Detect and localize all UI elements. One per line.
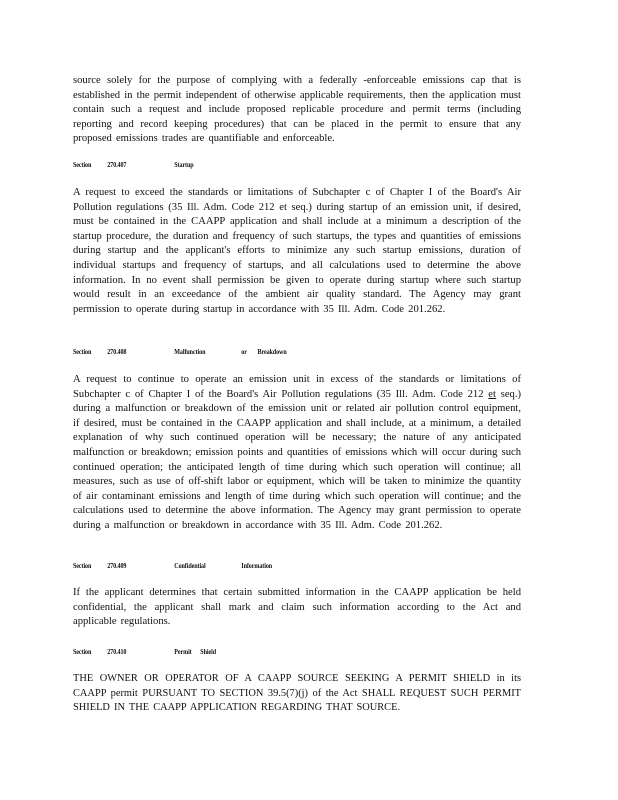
- section-title: Permit: [174, 647, 192, 656]
- intro-paragraph: source solely for the purpose of complying with a federally -enforceable emissions cap that is established in the permit independent of otherwise applicable requirements, then the application must contain such a request and include proposed replicable procedure and permit terms (including reporting and record keeping procedures) that can be placed in the permit to ensure that any proposed emissions trades are quantifiable and enforceable.: [73, 75, 521, 145]
- section-title-part: Breakdown: [257, 347, 287, 356]
- section-body-270-409: If the applicant determines that certain submitted information in the CAAPP application be held confidential, the applicant shall mark and claim such information according to the Act and applicable regulations.: [73, 587, 521, 628]
- section-body-270-410: THE OWNER OR OPERATOR OF A CAAPP SOURCE SEEKING A PERMIT SHIELD in its CAAPP permit PURSUANT TO SECTION 39.5(7)(j) of the Act SHALL REQUEST SUCH PERMIT SHIELD IN THE CAAPP APPLICATION REGARDING THAT SOURCE.: [73, 673, 521, 714]
- body-text: A request to continue to operate an emission unit in excess of the standards or limitations of Subchapter c of Chapter I of the Board's Air Pollution regulations (35 Ill. Adm. Code 212: [73, 374, 521, 400]
- section-heading-270-410: [73, 647, 216, 656]
- section-title-part: Information: [241, 561, 273, 570]
- body-text: seq.) during a malfunction or breakdown of the emission unit or related air pollution control equipment, if desired, must be contained in the CAAPP application and shall include, at a minimum, a detailed explanation of why such continued operation will be necessary; the nature of any anticipated malfunction or breakdown; emission points and quantities of emissions which will occur during such continued operation; the anticipated length of time during which such operation will continue; all measures, such as use of off-shift labor or equipment, which will be taken to minimize the quantity of air contaminant emissions and length of time during which such operation will continue; and the calculations used to determine the above information. The Agency may grant permission to operate during a malfunction or breakdown in accordance with 35 Ill. Adm. Code 201.262.: [73, 388, 521, 531]
- section-label: Section: [73, 647, 92, 656]
- section-number: 270.410: [107, 647, 127, 656]
- section-number: 270.407: [107, 160, 127, 169]
- section-heading-270-408: [73, 347, 287, 356]
- section-heading-270-409: [73, 561, 272, 570]
- underlined-text: et: [488, 388, 496, 400]
- section-title: Startup: [174, 160, 194, 169]
- section-number: 270.408: [107, 347, 127, 356]
- section-label: Section: [73, 561, 92, 570]
- section-heading-270-407: [73, 160, 194, 169]
- section-title-part: Shield: [200, 647, 216, 656]
- section-title-part: or: [241, 347, 247, 356]
- section-number: 270.409: [107, 561, 127, 570]
- section-title: Malfunction: [174, 347, 206, 356]
- section-label: Section: [73, 347, 92, 356]
- section-title: Confidential: [174, 561, 206, 570]
- section-label: Section: [73, 160, 92, 169]
- section-body-270-407: A request to exceed the standards or limitations of Subchapter c of Chapter I of the Board's Air Pollution regulations (35 Ill. Adm. Code 212 et seq.) during startup of an emission unit, if desired, must be contained in the CAAPP application and shall include at a minimum a description of the startup procedure, the duration and frequency of such startups, the types and quantities of emissions during startup and the applicant's efforts to minimize any such startup emissions, duration of individual startups and frequency of startups, and all calculations used to determine the above information. In no event shall permission be given to operate during startup where such startup would result in an exceedance of the ambient air quality standard. The Agency may grant permission to operate during startup in accordance with 35 Ill. Adm. Code 201.262.: [73, 187, 521, 315]
- section-body-270-408: [73, 373, 521, 534]
